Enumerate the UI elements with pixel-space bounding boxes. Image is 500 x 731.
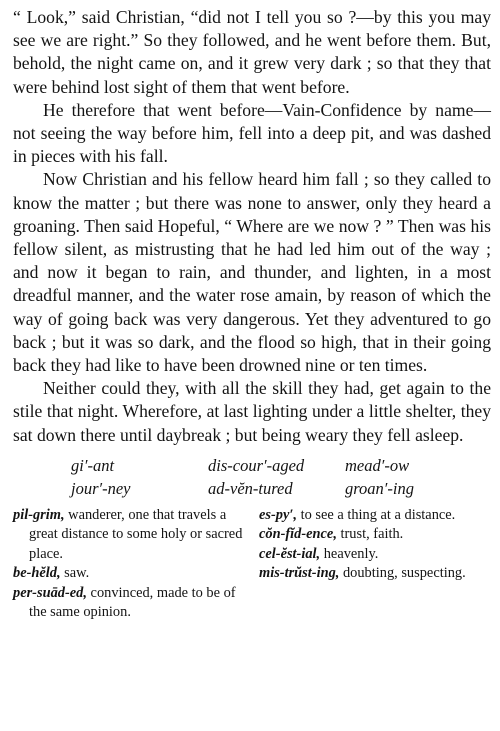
- definition-text: trust, faith.: [336, 526, 404, 543]
- paragraph-daybreak: Neither could they, with all the skill they had, get again to the stile that night. Wherefore, at last lighting under a little shelter, they sat down there until daybreak ; but being weary they fell asleep.: [13, 378, 491, 445]
- definition-item: [13, 564, 249, 584]
- definition-term: per-suād-ed,: [13, 584, 87, 601]
- vocabulary-list: [71, 455, 491, 500]
- paragraph-groaning: Now Christian and his fellow heard him fall ; so they called to know the matter ; but there was none to answer, only they heard a groaning. Then said Hopeful, “ Where are we now ? ” Then was his fellow silent, as mistrusting that he had led him out of the way ; and now it began to rain, and thunder, and lighten, in a most dreadful manner, and the water rose amain, by reason of which the way of going back was very dangerous. Yet they adventured to go back ; but it was so dark, and the flood so high, that in their going back they had like to have been drowned nine or ten times.: [13, 169, 491, 376]
- definition-item: [259, 506, 485, 526]
- definition-term: cŏn-fĭd-ence,: [259, 526, 337, 543]
- definition-term: es-py′,: [259, 506, 298, 523]
- definitions: [13, 506, 491, 623]
- definitions-left-column: [13, 506, 249, 623]
- definition-text: convinced, made to be of the same opinion.: [29, 584, 236, 621]
- definition-term: cel-ĕst-ial,: [259, 545, 321, 562]
- vocab-word: ad-vĕn-tured: [208, 478, 293, 498]
- definition-text: saw.: [60, 565, 90, 582]
- definition-term: pil-grim,: [13, 506, 65, 523]
- definition-item: [259, 525, 485, 545]
- definition-item: [259, 564, 485, 584]
- definition-text: wanderer, one that travels a great distance to some holy or sacred place.: [29, 506, 243, 562]
- vocab-word: dis-cour′-aged: [208, 455, 305, 475]
- vocab-word: groan′-ing: [345, 478, 414, 498]
- definition-item: [13, 584, 249, 623]
- paragraph-vain-confidence: He therefore that went before—Vain-Confidence by name—not seeing the way before him, fell into a deep pit, and was dashed in pieces with his fall.: [13, 99, 491, 167]
- definition-term: mis-trŭst-ing,: [259, 565, 340, 582]
- definition-text: to see a thing at a distance.: [297, 506, 456, 523]
- paragraph-look: “ Look,” said Christian, “did not I tell you so ?—by this you may see we are right.” So they followed, and he went before them. But, behold, the night came on, and it grew very dark ; so that they that were behind lost sight of them that went before.: [13, 7, 491, 97]
- definitions-right-column: [259, 506, 485, 623]
- definition-item: [13, 506, 249, 565]
- vocab-word: mead′-ow: [345, 455, 410, 475]
- definition-text: heavenly.: [320, 545, 379, 562]
- vocab-word: gi′-ant: [71, 455, 115, 475]
- definition-item: [259, 545, 485, 565]
- definition-text: doubting, suspecting.: [339, 565, 466, 582]
- definition-term: be-hĕld,: [13, 565, 61, 582]
- vocab-word: jour′-ney: [71, 478, 131, 498]
